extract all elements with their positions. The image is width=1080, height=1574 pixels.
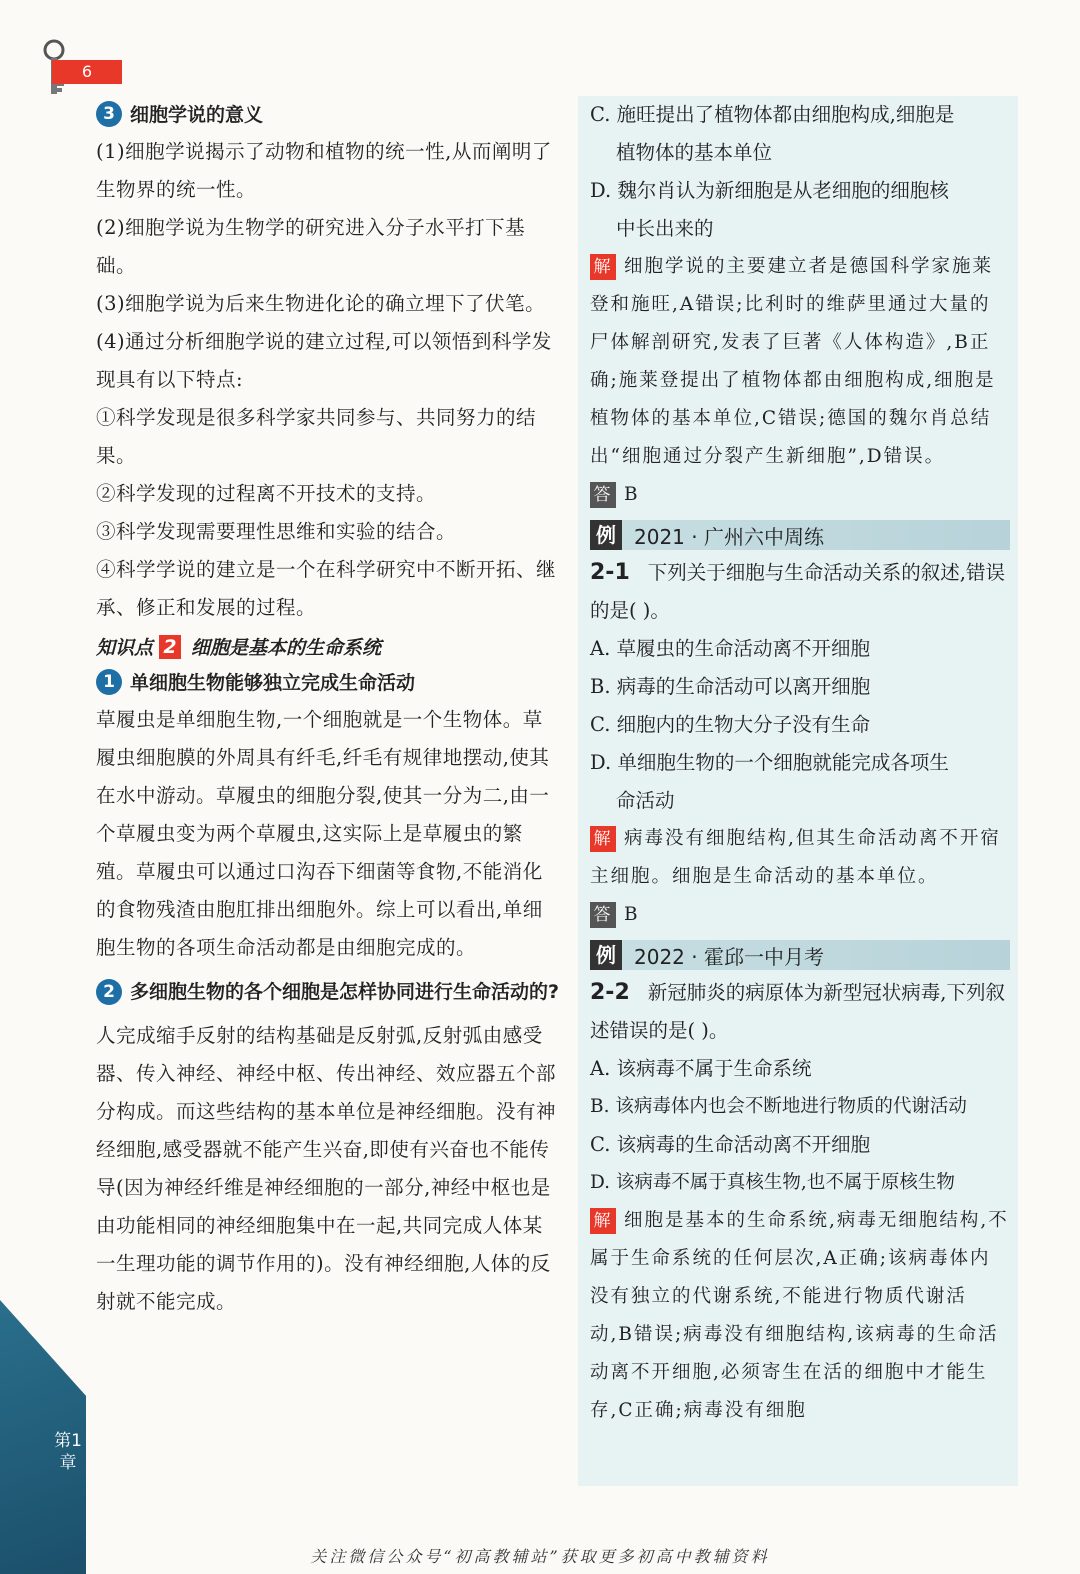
option-a: A. 该病毒不属于生命系统 (590, 1057, 812, 1080)
option-text: D. 单细胞生物的一个细胞就能完成各项生 (590, 751, 949, 774)
explanation-tag: 解 (590, 1208, 616, 1234)
right-column (578, 96, 1018, 1486)
option-d (590, 744, 1010, 820)
subsection-title: 多细胞生物的各个细胞是怎样协同进行生命活动的? (130, 981, 560, 1003)
option-d: D. 该病毒不属于真核生物,也不属于原核生物 (590, 1172, 955, 1193)
example-tag: 例 (590, 520, 622, 550)
paragraph: ②科学发现的过程离不开技术的支持。 (96, 482, 437, 505)
explanation-tag: 解 (590, 254, 616, 280)
knowledge-point-heading (96, 633, 562, 660)
question-stem: 新冠肺炎的病原体为新型冠状病毒,下列叙述错误的是( )。 (590, 981, 1005, 1042)
paragraph: 草履虫是单细胞生物,一个细胞就是一个生物体。草履虫细胞膜的外周具有纤毛,纤毛有规律地摆动,使其在水中游动。草履虫的细胞分裂,使其一分为二,由一个草履虫变为两个草履虫,这实际上是草履虫的繁殖。草履虫可以通过口沟吞下细菌等食物,不能消化的食物残渣由胞肛排出细胞外。综上可以看出,单细胞生物的各项生命活动都是由细胞完成的。 (96, 708, 550, 959)
example-source: 2021 · 广州六中周练 (634, 524, 824, 549)
explanation-text: 细胞学说的主要建立者是德国科学家施莱登和施旺,A错误;比利时的维萨里通过大量的尸体解剖研究,发表了巨著《人体构造》,B正确;施莱登提出了植物体都由细胞构成,细胞是植物体的基本单位,C错误;德国的魏尔肖总结出“细胞通过分裂产生新细胞”,D错误。 (590, 256, 996, 467)
kp-title: 细胞是基本的生命系统 (191, 637, 382, 659)
question-number: 2-2 (590, 980, 630, 1005)
option-c: C. 该病毒的生命活动离不开细胞 (590, 1133, 871, 1156)
paragraph: (1)细胞学说揭示了动物和植物的统一性,从而阐明了生物界的统一性。 (96, 140, 552, 201)
paragraph: (4)通过分析细胞学说的建立过程,可以领悟到科学发现具有以下特点: (96, 330, 552, 391)
subsection-1-heading (96, 668, 562, 695)
page-number: 6 (52, 60, 122, 84)
question-2-2 (590, 974, 1010, 1050)
footer-note: 关注微信公众号“初高教辅站”获取更多初高中教辅资料 (310, 1547, 770, 1566)
answer-2 (590, 896, 1010, 934)
question-number: 2-1 (590, 560, 630, 585)
question-2-1 (590, 554, 1010, 630)
example-tag: 例 (590, 940, 622, 970)
explanation-1 (590, 248, 1010, 476)
chapter-label: 第1章 (54, 1431, 82, 1473)
paragraph: (3)细胞学说为后来生物进化论的确立埋下了伏笔。 (96, 292, 546, 315)
section-number-badge: 3 (96, 101, 122, 127)
option-b: B. 病毒的生命活动可以离开细胞 (590, 675, 871, 698)
answer-tag: 答 (590, 902, 616, 928)
option-text-cont: 植物体的基本单位 (616, 141, 773, 164)
answer-text: B (624, 484, 640, 505)
example-bar-1 (590, 520, 1010, 550)
option-text-cont: 命活动 (616, 789, 675, 812)
subsection-title: 单细胞生物能够独立完成生命活动 (130, 672, 416, 694)
paragraph: 人完成缩手反射的结构基础是反射弧,反射弧由感受器、传入神经、神经中枢、传出神经、效应器五个部分构成。而这些结构的基本单位是神经细胞。没有神经细胞,感受器就不能产生兴奋,即使有兴奋也不能传导(因为神经纤维是神经细胞的一部分,神经中枢也是由功能相同的神经细胞集中在一起,共同完成人体某一生理功能的调节作用的)。没有神经细胞,人体的反射就不能完成。 (96, 1024, 557, 1313)
answer-1 (590, 476, 1010, 514)
paragraph: (2)细胞学说为生物学的研究进入分子水平打下基础。 (96, 216, 526, 277)
option-text: C. 施旺提出了植物体都由细胞构成,细胞是 (590, 103, 955, 126)
kp-number: 2 (159, 635, 181, 659)
option-b: B. 该病毒体内也会不断地进行物质的代谢活动 (590, 1096, 967, 1117)
answer-text: B (624, 904, 640, 925)
explanation-text: 细胞是基本的生命系统,病毒无细胞结构,不属于生命系统的任何层次,A正确;该病毒体内没有独立的代谢系统,不能进行物质代谢活动,B错误;病毒没有细胞结构,该病毒的生命活动离不开细胞,必须寄生在活的细胞中才能生存,C正确;病毒没有细胞 (590, 1210, 1009, 1421)
option-d (590, 172, 1010, 248)
section-3-heading (96, 100, 562, 127)
paragraph: ④科学学说的建立是一个在科学研究中不断开拓、继承、修正和发展的过程。 (96, 558, 557, 619)
explanation-2 (590, 820, 1010, 896)
example-source: 2022 · 霍邱一中月考 (634, 944, 824, 969)
explanation-3 (590, 1202, 1010, 1430)
explanation-tag: 解 (590, 826, 616, 852)
option-text: D. 魏尔肖认为新细胞是从老细胞的细胞核 (590, 179, 949, 202)
subsection-2-heading (96, 973, 562, 1011)
option-text-cont: 中长出来的 (616, 217, 714, 240)
option-a: A. 草履虫的生命活动离不开细胞 (590, 637, 870, 660)
option-c: C. 细胞内的生物大分子没有生命 (590, 713, 871, 736)
answer-tag: 答 (590, 482, 616, 508)
kp-label: 知识点 (96, 637, 154, 659)
paragraph: ③科学发现需要理性思维和实验的结合。 (96, 520, 457, 543)
section-title: 细胞学说的意义 (130, 104, 264, 126)
subsection-number-badge: 2 (96, 979, 122, 1005)
left-column (96, 96, 562, 1321)
paragraph: ①科学发现是很多科学家共同参与、共同努力的结果。 (96, 406, 537, 467)
question-stem: 下列关于细胞与生命活动关系的叙述,错误的是( )。 (590, 561, 1005, 622)
example-bar-2 (590, 940, 1010, 970)
explanation-text: 病毒没有细胞结构,但其生命活动离不开宿主细胞。细胞是生命活动的基本单位。 (590, 828, 1001, 887)
subsection-number-badge: 1 (96, 669, 122, 695)
option-c (590, 96, 1010, 172)
